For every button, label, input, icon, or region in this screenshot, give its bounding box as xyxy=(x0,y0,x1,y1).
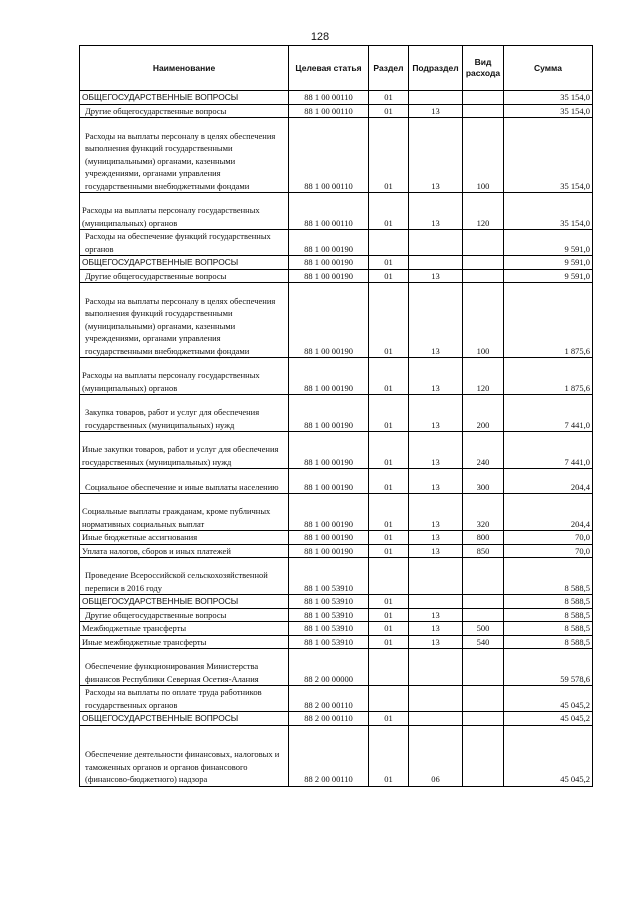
table-row xyxy=(80,544,593,558)
row-name-cell: Социальное обеспечение и иные выплаты населению xyxy=(80,469,289,494)
row-sum-cell: 59 578,6 xyxy=(504,649,593,686)
table-row xyxy=(80,230,593,256)
row-section-cell: 01 xyxy=(369,118,409,193)
row-name-cell: Другие общегосударственные вопросы xyxy=(80,269,289,283)
page-number: 128 xyxy=(310,31,330,43)
row-sum-cell: 8 588,5 xyxy=(504,595,593,609)
row-target-code-cell: 88 1 00 00110 xyxy=(289,104,369,118)
row-target-code-cell: 88 1 00 00190 xyxy=(289,469,369,494)
row-subsection-cell xyxy=(409,91,463,105)
row-target-code-cell: 88 2 00 00110 xyxy=(289,712,369,726)
row-sum-cell: 8 588,5 xyxy=(504,622,593,636)
row-target-code-cell: 88 1 00 00110 xyxy=(289,118,369,193)
table-row xyxy=(80,118,593,193)
row-section-cell xyxy=(369,230,409,256)
column-header-subsection: Подраздел xyxy=(409,46,463,91)
table-header-row xyxy=(80,46,593,91)
row-section-cell: 01 xyxy=(369,104,409,118)
row-name-cell: Межбюджетные трансферты xyxy=(80,622,289,636)
table-body xyxy=(80,91,593,787)
row-name-cell: Иные бюджетные ассигнования xyxy=(80,531,289,545)
table-row xyxy=(80,283,593,358)
row-section-cell: 01 xyxy=(369,269,409,283)
row-section-cell xyxy=(369,649,409,686)
row-sum-cell: 9 591,0 xyxy=(504,256,593,270)
row-kind-cell: 500 xyxy=(463,622,504,636)
row-kind-cell xyxy=(463,256,504,270)
row-name-cell: Расходы на выплаты персоналу в целях обеспечения выполнения функций государственными (муниципальными) органами, казенными учреждениями, органами управления государственными внебюджетными фондами xyxy=(80,283,289,358)
row-target-code-cell: 88 1 00 00190 xyxy=(289,358,369,395)
row-target-code-cell: 88 1 00 00190 xyxy=(289,395,369,432)
row-target-code-cell: 88 2 00 00110 xyxy=(289,725,369,786)
row-subsection-cell xyxy=(409,686,463,712)
row-sum-cell: 9 591,0 xyxy=(504,269,593,283)
row-sum-cell: 7 441,0 xyxy=(504,395,593,432)
row-kind-cell xyxy=(463,595,504,609)
column-header-sum: Сумма xyxy=(504,46,593,91)
row-target-code-cell: 88 2 00 00110 xyxy=(289,686,369,712)
row-name-cell: Иные межбюджетные трансферты xyxy=(80,635,289,649)
table-row xyxy=(80,725,593,786)
row-target-code-cell: 88 1 00 00190 xyxy=(289,269,369,283)
row-subsection-cell: 13 xyxy=(409,608,463,622)
row-section-cell: 01 xyxy=(369,595,409,609)
row-kind-cell: 300 xyxy=(463,469,504,494)
row-subsection-cell: 13 xyxy=(409,531,463,545)
row-sum-cell: 45 045,2 xyxy=(504,686,593,712)
column-header-name: Наименование xyxy=(80,46,289,91)
row-name-cell: Другие общегосударственные вопросы xyxy=(80,104,289,118)
row-kind-cell xyxy=(463,230,504,256)
row-target-code-cell: 88 1 00 53910 xyxy=(289,622,369,636)
row-sum-cell: 1 875,6 xyxy=(504,358,593,395)
row-section-cell: 01 xyxy=(369,395,409,432)
row-kind-cell: 100 xyxy=(463,283,504,358)
row-subsection-cell: 13 xyxy=(409,432,463,469)
table-row xyxy=(80,494,593,531)
row-kind-cell: 120 xyxy=(463,193,504,230)
row-kind-cell xyxy=(463,725,504,786)
row-sum-cell: 8 588,5 xyxy=(504,558,593,595)
column-header-section: Раздел xyxy=(369,46,409,91)
table-row xyxy=(80,358,593,395)
row-section-cell: 01 xyxy=(369,256,409,270)
row-target-code-cell: 88 1 00 00190 xyxy=(289,544,369,558)
row-name-cell: Проведение Всероссийской сельскохозяйственной переписи в 2016 году xyxy=(80,558,289,595)
row-subsection-cell xyxy=(409,256,463,270)
row-section-cell: 01 xyxy=(369,725,409,786)
row-section-cell: 01 xyxy=(369,622,409,636)
table-row xyxy=(80,595,593,609)
row-section-cell: 01 xyxy=(369,193,409,230)
row-name-cell: Закупка товаров, работ и услуг для обеспечения государственных (муниципальных) нужд xyxy=(80,395,289,432)
table-row xyxy=(80,432,593,469)
row-name-cell: ОБЩЕГОСУДАРСТВЕННЫЕ ВОПРОСЫ xyxy=(80,91,289,105)
row-name-cell: Расходы на выплаты персоналу государственных (муниципальных) органов xyxy=(80,358,289,395)
row-sum-cell: 8 588,5 xyxy=(504,608,593,622)
row-name-cell: ОБЩЕГОСУДАРСТВЕННЫЕ ВОПРОСЫ xyxy=(80,712,289,726)
row-name-cell: Уплата налогов, сборов и иных платежей xyxy=(80,544,289,558)
row-subsection-cell: 13 xyxy=(409,469,463,494)
row-subsection-cell: 13 xyxy=(409,358,463,395)
row-subsection-cell: 13 xyxy=(409,544,463,558)
table-row xyxy=(80,269,593,283)
row-subsection-cell: 13 xyxy=(409,193,463,230)
row-subsection-cell xyxy=(409,558,463,595)
row-target-code-cell: 88 1 00 53910 xyxy=(289,608,369,622)
row-sum-cell: 70,0 xyxy=(504,531,593,545)
table-row xyxy=(80,712,593,726)
table-row xyxy=(80,622,593,636)
row-target-code-cell: 88 1 00 53910 xyxy=(289,635,369,649)
row-section-cell: 01 xyxy=(369,469,409,494)
row-kind-cell xyxy=(463,712,504,726)
table-row xyxy=(80,193,593,230)
row-kind-cell xyxy=(463,104,504,118)
row-sum-cell: 204,4 xyxy=(504,469,593,494)
row-section-cell: 01 xyxy=(369,712,409,726)
row-section-cell: 01 xyxy=(369,432,409,469)
row-section-cell xyxy=(369,686,409,712)
table-row xyxy=(80,104,593,118)
row-section-cell: 01 xyxy=(369,531,409,545)
row-target-code-cell: 88 1 00 00190 xyxy=(289,531,369,545)
row-subsection-cell: 13 xyxy=(409,635,463,649)
row-target-code-cell: 88 1 00 00190 xyxy=(289,283,369,358)
row-sum-cell: 35 154,0 xyxy=(504,193,593,230)
row-section-cell xyxy=(369,558,409,595)
row-target-code-cell: 88 1 00 00190 xyxy=(289,230,369,256)
row-subsection-cell: 13 xyxy=(409,269,463,283)
table-row xyxy=(80,469,593,494)
row-kind-cell: 320 xyxy=(463,494,504,531)
row-name-cell: Расходы на выплаты по оплате труда работников государственных органов xyxy=(80,686,289,712)
row-sum-cell: 35 154,0 xyxy=(504,91,593,105)
row-section-cell: 01 xyxy=(369,608,409,622)
row-subsection-cell: 13 xyxy=(409,104,463,118)
table-row xyxy=(80,635,593,649)
row-name-cell: ОБЩЕГОСУДАРСТВЕННЫЕ ВОПРОСЫ xyxy=(80,595,289,609)
row-sum-cell: 7 441,0 xyxy=(504,432,593,469)
row-kind-cell xyxy=(463,558,504,595)
row-name-cell: Расходы на выплаты персоналу в целях обеспечения выполнения функций государственными (муниципальными) органами, казенными учреждениями, органами управления государственными внебюджетными фондами xyxy=(80,118,289,193)
row-kind-cell: 200 xyxy=(463,395,504,432)
row-kind-cell xyxy=(463,686,504,712)
row-target-code-cell: 88 1 00 00110 xyxy=(289,193,369,230)
row-kind-cell xyxy=(463,269,504,283)
table-row xyxy=(80,531,593,545)
row-name-cell: Другие общегосударственные вопросы xyxy=(80,608,289,622)
row-name-cell: Обеспечение деятельности финансовых, налоговых и таможенных органов и органов финансового (финансово-бюджетного) надзора xyxy=(80,725,289,786)
row-sum-cell: 204,4 xyxy=(504,494,593,531)
row-section-cell: 01 xyxy=(369,544,409,558)
row-section-cell: 01 xyxy=(369,358,409,395)
table-row xyxy=(80,558,593,595)
table-row xyxy=(80,686,593,712)
table-row xyxy=(80,649,593,686)
row-name-cell: Социальные выплаты гражданам, кроме публичных нормативных социальных выплат xyxy=(80,494,289,531)
row-kind-cell: 240 xyxy=(463,432,504,469)
row-subsection-cell xyxy=(409,712,463,726)
row-target-code-cell: 88 2 00 00000 xyxy=(289,649,369,686)
budget-table xyxy=(79,45,593,787)
row-target-code-cell: 88 1 00 00190 xyxy=(289,494,369,531)
row-name-cell: Обеспечение функционирования Министерства финансов Республики Северная Осетия-Алания xyxy=(80,649,289,686)
row-target-code-cell: 88 1 00 00110 xyxy=(289,91,369,105)
row-sum-cell: 9 591,0 xyxy=(504,230,593,256)
row-name-cell: ОБЩЕГОСУДАРСТВЕННЫЕ ВОПРОСЫ xyxy=(80,256,289,270)
row-kind-cell: 540 xyxy=(463,635,504,649)
row-subsection-cell: 13 xyxy=(409,118,463,193)
row-name-cell: Иные закупки товаров, работ и услуг для обеспечения государственных (муниципальных) нужд xyxy=(80,432,289,469)
row-target-code-cell: 88 1 00 00190 xyxy=(289,256,369,270)
table-row xyxy=(80,395,593,432)
row-subsection-cell: 13 xyxy=(409,622,463,636)
row-name-cell: Расходы на обеспечение функций государственных органов xyxy=(80,230,289,256)
row-section-cell: 01 xyxy=(369,635,409,649)
row-sum-cell: 45 045,2 xyxy=(504,712,593,726)
row-section-cell: 01 xyxy=(369,91,409,105)
row-kind-cell xyxy=(463,608,504,622)
row-sum-cell: 45 045,2 xyxy=(504,725,593,786)
row-sum-cell: 35 154,0 xyxy=(504,118,593,193)
row-subsection-cell: 13 xyxy=(409,494,463,531)
row-subsection-cell xyxy=(409,230,463,256)
row-subsection-cell xyxy=(409,649,463,686)
row-sum-cell: 8 588,5 xyxy=(504,635,593,649)
row-kind-cell: 850 xyxy=(463,544,504,558)
row-subsection-cell xyxy=(409,595,463,609)
table-row xyxy=(80,256,593,270)
row-kind-cell: 800 xyxy=(463,531,504,545)
column-header-target: Целевая статья xyxy=(289,46,369,91)
row-section-cell: 01 xyxy=(369,283,409,358)
row-subsection-cell: 06 xyxy=(409,725,463,786)
row-kind-cell: 100 xyxy=(463,118,504,193)
row-sum-cell: 35 154,0 xyxy=(504,104,593,118)
row-kind-cell xyxy=(463,649,504,686)
row-section-cell: 01 xyxy=(369,494,409,531)
row-target-code-cell: 88 1 00 53910 xyxy=(289,595,369,609)
row-subsection-cell: 13 xyxy=(409,283,463,358)
table-row xyxy=(80,608,593,622)
column-header-kind: Вид расхода xyxy=(463,46,504,91)
row-kind-cell: 120 xyxy=(463,358,504,395)
row-kind-cell xyxy=(463,91,504,105)
table-row xyxy=(80,91,593,105)
row-subsection-cell: 13 xyxy=(409,395,463,432)
row-name-cell: Расходы на выплаты персоналу государственных (муниципальных) органов xyxy=(80,193,289,230)
row-sum-cell: 70,0 xyxy=(504,544,593,558)
row-sum-cell: 1 875,6 xyxy=(504,283,593,358)
row-target-code-cell: 88 1 00 53910 xyxy=(289,558,369,595)
row-target-code-cell: 88 1 00 00190 xyxy=(289,432,369,469)
